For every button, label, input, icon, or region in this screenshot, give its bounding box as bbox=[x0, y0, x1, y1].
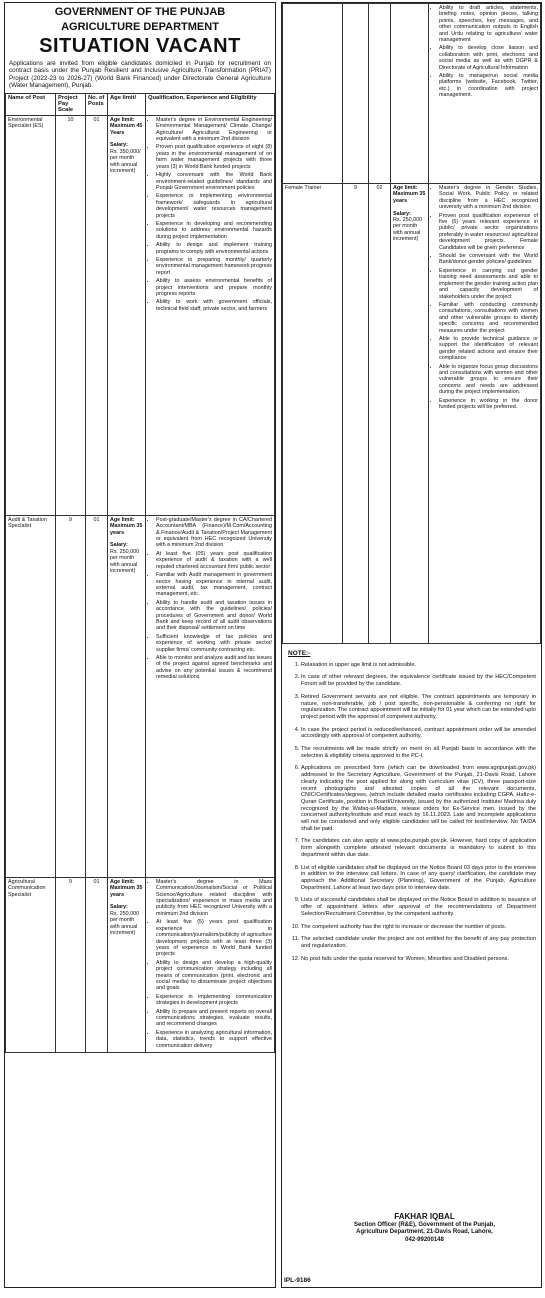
note-item: 12. No post falls under the quota reserved for Women, Minorities and Disabled persons. bbox=[301, 956, 536, 963]
table-row bbox=[6, 877, 275, 1052]
age-limit: Age limit: Maximum 45 Years bbox=[110, 116, 143, 136]
intro-paragraph: Applications are invited from eligible candidates domiciled in Punjab for recruitment on contract basis under the Punjab Resilient and Inclusive Agriculture Transformation (PRIAT) Project (2022-23 to 2026-27) (World Bank Financed) under Directorate General Agriculture (Water Management), Punjab. bbox=[9, 60, 271, 90]
qualification-item: • Should be conversant with the World Bank/donor gender policies/ guidelines bbox=[439, 253, 538, 266]
note-item: 7. The candidates can also apply at www.jobs.punjab.gov.pk. However, hard copy of application form alongwith complete attested relevant documents is mandatory to submit to this department within due date. bbox=[301, 838, 536, 858]
qualifications-continued bbox=[429, 4, 541, 184]
qualification-item: • Ability to work with government officials, technical field staff, private sector, and farmers bbox=[156, 299, 272, 312]
pay-scale: 10 bbox=[56, 115, 86, 515]
qualification-item: • Experience in analyzing agricultural information, data, statistics, trends to support effective communication delivery bbox=[156, 1030, 272, 1049]
table-row bbox=[283, 4, 541, 184]
page-title: SITUATION VACANT bbox=[39, 35, 241, 57]
qualification-item: • Ability to design and implement training programs to comply with environmental actions bbox=[156, 242, 272, 255]
qualification-item: • Post-graduate/Master's degree in CA/Chartered Accountant/MBA (Finance)/M.Com/Accounting & Finance/Audit & Taxation/Project Management or equivalent from HEC recognized University with a minimum 2nd division bbox=[156, 517, 272, 549]
qualifications bbox=[429, 184, 541, 644]
note-item: 4. In case the project period is reduced/enhanced, contract appointment order will be amended accordingly with approval of competent authority. bbox=[301, 727, 536, 740]
post-name: Agricultural Communication Specialist bbox=[6, 877, 56, 1052]
table-header-row bbox=[6, 93, 275, 115]
note-item: 11. The selected candidate under the project are not entitled for the benefit of any pay protection and regularization. bbox=[301, 936, 536, 949]
pay-scale: 9 bbox=[56, 515, 86, 877]
salary-label: Salary: bbox=[110, 142, 128, 149]
qualification-item: • Experience in implementing communication strategies in development projects bbox=[156, 994, 272, 1007]
note-item: 6. Applications on prescribed form (which can be downloaded from www.agripunjab.gov.pk) addressed to the Secretary Agriculture, Government of the Punjab, 21-Davis Road, Lahore clearly indicating the post applied for along with curriculum vitae (CV), three passport-size recent photographs and attested copies of all the relevant documents, CNIC/Certificates/degrees, (which include detailed marks certificates including CGPA, Hafiz-e-Quran Certificate, position in Board/University, issued by the authorized Institute/ Madrisa duly recognized by the Wafaq-ul-Madaris, release orders for Ex-Service men, issued by the concerned authority/institute and must reach by 16.11.2023. Late and incomplete applications will not be considered and only eligible candidates will be called for test/interview. No TA/DA shall be paid. bbox=[301, 765, 536, 832]
qualification-item: • Experience in implementing environmental framework/ safeguards in agricultural development/ water resources management projects bbox=[156, 193, 272, 219]
qualification-item: • Ability to draft articles, statements, briefing notes, opinion pieces, talking points, speeches, key messages, and other communication outputs in English and Urdu relating to agriculture/ water management bbox=[439, 5, 538, 43]
qualification-item: • Able to provide technical guidance or support the identification of relevant gender related actions and ensure their compliance bbox=[439, 336, 538, 362]
salary-label: Salary: bbox=[393, 210, 411, 217]
signatory-phone: 042-99200148 bbox=[405, 1236, 444, 1243]
qualification-item: • Ability to develop close liaison and collaboration with print, electronic and social media as well as with DGPR & Directorate of Agricultural Information bbox=[439, 45, 538, 71]
qualification-item: • Experience in preparing monthly/ quarterly environmental management framework progress report bbox=[156, 257, 272, 276]
qualification-item: • Experience in developing and recommending solutions to address environmental hazards during project implementation bbox=[156, 221, 272, 240]
qualification-item: • At least five (5) years post qualification experience in communication/journalism/publicity of agriculture development projects with at least three (3) years of experience in World Bank funded projects bbox=[156, 919, 272, 957]
qualification-item: • Ability to prepare and present reports on overall communications strategies, evaluate results, and recommend changes bbox=[156, 1009, 272, 1028]
note-item: 5. The recruitments will be made strictly on merit on all Punjab basis in accordance with the selection & eligibility criteria approved in the PC-I. bbox=[301, 746, 536, 759]
qualification-item: • Ability to handle audit and taxation issues in accordance with the guidelines/ policies/ procedures of Government and donor/ World Bank and keep record of all audit observations and their disposal/ settlement on time bbox=[156, 600, 272, 632]
age-limit: Age limit: Maximum 35 years bbox=[393, 185, 426, 204]
col-header: No. of Posts bbox=[86, 93, 108, 115]
salary-value: Rs. 250,000 per month with annual increment) bbox=[110, 910, 140, 937]
col-header: Project Pay Scale bbox=[56, 93, 86, 115]
table-row bbox=[6, 115, 275, 515]
qualification-item: • Master's degree in Mass Communication/Journalism/Social or Political Science/Agriculture related discipline with specialization/ experience in mass media and publicity from HEC recognized University with a minimum 2nd division bbox=[156, 879, 272, 917]
qualification-item: • Proven post qualification experience of eight (8) years in the environmental management of on farm water management projects with three years (3) in World Bank funded projects bbox=[156, 144, 272, 170]
salary-value: Rs. 250,000 per month with annual increment) bbox=[393, 217, 423, 243]
salary-value: Rs. 350,000/ per month with annual increment) bbox=[110, 148, 141, 175]
qualifications bbox=[146, 115, 275, 515]
qualifications bbox=[146, 877, 275, 1052]
signature-block bbox=[312, 1213, 537, 1244]
pay-scale: 9 bbox=[343, 184, 369, 644]
col-header: Qualification, Experience and Eligibility bbox=[146, 93, 275, 115]
table-row bbox=[6, 515, 275, 877]
note-item: 10. The competent authority has the right to increase or decrease the number of posts. bbox=[301, 924, 536, 931]
salary-label: Salary: bbox=[110, 904, 128, 911]
qualification-item: • Ability to design and develop a high-quality project communication strategy including all means of communication (print, electronic and social media) to disseminate project objectives and goals bbox=[156, 960, 272, 992]
age-salary bbox=[108, 877, 146, 1052]
notes-list bbox=[288, 662, 536, 963]
signatory-name: FAKHAR IQBAL bbox=[394, 1212, 455, 1221]
posts-table-continued bbox=[282, 3, 541, 644]
notes-title: NOTE:- bbox=[288, 650, 311, 657]
col-header: Age limit/ bbox=[108, 93, 146, 115]
qualifications bbox=[146, 515, 275, 877]
ipl-number: IPL-9186 bbox=[284, 1277, 311, 1284]
qualification-item: • Able to monitor and analyze audit and tax issues of the project against agreed benchmarks and advise on any potential issues & recommend remedial solutions bbox=[156, 655, 272, 681]
post-count: 01 bbox=[86, 877, 108, 1052]
age-salary bbox=[108, 115, 146, 515]
header bbox=[5, 6, 275, 57]
note-item: 1. Relaxation in upper age limit is not admissible. bbox=[301, 662, 536, 669]
post-count: 02 bbox=[369, 184, 391, 644]
qualification-item: • Able to organize focus group discussions and consultations with women and other vulnerable groups to ensure their concerns and needs are addressed during the project implementation. bbox=[439, 364, 538, 396]
qualification-item: • At least five (05) years post qualification experience of audit & taxation with a well reputed chartered accountant firm/ public sector bbox=[156, 551, 272, 570]
post-count: 01 bbox=[86, 515, 108, 877]
qualification-item: • Ability to manage/run social media platforms (website, Facebook, Twitter, etc.) in coordination with project management. bbox=[439, 73, 538, 99]
age-salary bbox=[108, 515, 146, 877]
qualification-item: • Master's degree in Gender Studies, Social Work, Public Policy or related discipline from a HEC recognized university with a minimum 2nd division bbox=[439, 185, 538, 211]
pay-scale: 9 bbox=[56, 877, 86, 1052]
qualification-item: • Experience in working in the donor funded projects will be preferred. bbox=[439, 398, 538, 411]
table-row bbox=[283, 184, 541, 644]
qualification-item: • Master's degree in Environmental Engineering/ Environmental Management/ Climate Change/ Agriculture/ Agricultural Engineering or equivalent with a minimum 2nd division bbox=[156, 117, 272, 143]
post-name: Female Trainer bbox=[283, 184, 343, 644]
qualification-item: • Experience in carrying out gender training need assessments and able to implement the gender training action plan and capacity development of stakeholders under the project bbox=[439, 268, 538, 300]
note-item: 2. In case of other relevant degrees, the equivalence certificate issued by the HEC/Competent Forum will be provided by the candidate. bbox=[301, 674, 536, 687]
signatory-line-1: Section Officer (R&E), Government of the Punjab, bbox=[353, 1222, 495, 1229]
age-limit: Age limit: Maximum 35 years bbox=[110, 516, 143, 536]
gov-line-1: GOVERNMENT OF THE PUNJAB bbox=[54, 6, 226, 18]
qualification-item: • Familiar with conducting community consultations, consultations with women and other vulnerable groups to identify specific concerns and recommended measures under the project bbox=[439, 302, 538, 334]
notes-section bbox=[288, 651, 536, 968]
signatory-line-2: Agriculture Department, 21-Davis Road, Lahore, bbox=[356, 1229, 493, 1236]
note-item: 3. Retired Government servants are not eligible. The contract appointments are temporary in nature, non-transferable, job / post specific, non-pensionable & conferring no right for regularization. The contract appointment will be initially for 01 year which can be extended upto project period with the approval of competent authority. bbox=[301, 694, 536, 721]
posts-table bbox=[5, 93, 275, 1053]
qualification-item: • Sufficient knowledge of tax policies and experience of working with private sector/ supplier firms/ community contracting etc. bbox=[156, 634, 272, 653]
post-name: Audit & Taxation Specialist bbox=[6, 515, 56, 877]
post-count: 01 bbox=[86, 115, 108, 515]
left-column bbox=[4, 2, 276, 1288]
salary-label: Salary: bbox=[110, 542, 128, 549]
qualification-item: • Ability to assess environmental benefits of project interventions and prepare monthly progress reports bbox=[156, 278, 272, 297]
gov-line-2: AGRICULTURE DEPARTMENT bbox=[61, 21, 219, 33]
salary-value: Rs. 250,000 per month with annual increment) bbox=[110, 548, 140, 575]
right-column bbox=[281, 2, 542, 1288]
qualification-item: • Familiar with Audit management in government sector having experience in internal audit, external audit, tax management, contract management, etc. bbox=[156, 572, 272, 598]
note-item: 9. Lists of successful candidates shall be displayed on the Notice Board in addition to issuance of offer of appointment letters after approval of the recommendations of Department Selection/Recruitment Committee, by the competent authority. bbox=[301, 897, 536, 917]
age-limit: Age limit: Maximum 35 years bbox=[110, 878, 143, 898]
col-header: Name of Post bbox=[6, 93, 56, 115]
note-item: 8. List of eligible candidates shall be displayed on the Notice Board 03 days prior to the interview in addition to the interview call letters. In case of any query/ clarification, the candidate may approach the Additional Secretary (Planning), Government of the Punjab, Agriculture Department, Lahore at least two days prior to interview date. bbox=[301, 865, 536, 892]
qualification-item: • Highly conversant with the World Bank environment-related guidelines/ standards and Punjab Government environment policies bbox=[156, 172, 272, 191]
qualification-item: • Proven post qualification experience of five (5) years relevant experience in public/ private sector organizations preferably in water resources/ agricultural development projects. Female Candidates will be given preference bbox=[439, 213, 538, 251]
age-salary bbox=[391, 184, 429, 644]
post-name: Environmental Specialist (ES) bbox=[6, 115, 56, 515]
